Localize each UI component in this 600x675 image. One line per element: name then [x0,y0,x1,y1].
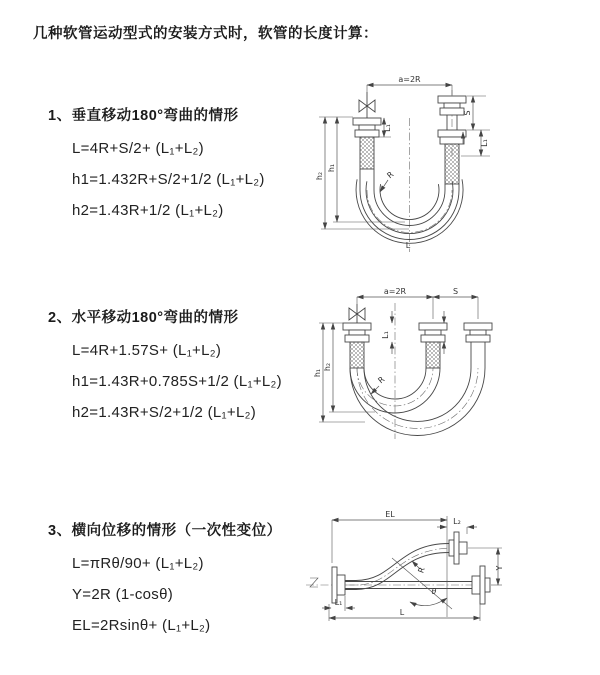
formula-line: h1=1.43R+0.785S+1/2 (L₁+L₂) [72,373,282,390]
label-theta: θ [431,587,437,596]
label-radius: R [416,565,427,575]
label-el: EL [385,510,395,519]
label-a2r: a=2R [383,287,407,296]
left-fitting [353,118,381,190]
formula-line: EL=2Rsinθ+ (L₁+L₂) [72,617,211,634]
section-lateral-displacement [48,519,282,648]
hose-drawing [343,304,492,436]
label-h2: h₂ [315,171,324,181]
formula-line: h2=1.43R+1/2 (L₁+L₂) [72,202,224,219]
label-s: S [452,287,459,296]
section-vertical-movement [48,104,265,233]
label-h2: h₂ [323,362,332,372]
valve-icon [359,92,375,118]
formula-line: L=4R+S/2+ (L₁+L₂) [72,140,204,157]
label-s: S [463,110,472,116]
formula-line: h1=1.432R+S/2+1/2 (L₁+L₂) [72,171,265,188]
middle-fitting [419,323,447,368]
moved-flange [449,532,467,564]
section-heading: 1、垂直移动180°弯曲的情形 [48,108,239,124]
original-right-flange [472,566,490,604]
label-length: L [399,608,405,617]
formula-line: L=πRθ/90+ (L₁+L₂) [72,555,204,572]
label-a2r: a=2R [398,75,421,84]
label-l1: L₁ [381,331,390,339]
diagram-vertical-180-bend [305,66,595,266]
label-h1: h₁ [327,163,336,173]
section-horizontal-movement [48,306,282,435]
diagram-horizontal-180-bend [308,281,600,473]
u-bend-arcs [350,368,485,436]
right-fitting-moved [464,323,492,368]
centerlines [357,303,478,439]
diagram-lateral-displacement [298,503,600,648]
label-l1-left: L₁ [383,124,392,132]
bend-axis-line [392,558,452,609]
label-radius: R [385,169,396,181]
dimension-lines [322,510,504,621]
formula-line: L=4R+1.57S+ (L₁+L₂) [72,342,222,359]
label-length: L [405,241,411,250]
right-fitting-two-positions [438,96,466,190]
left-fitting [343,323,371,368]
label-y: Y [495,565,504,571]
label-l1-right: L₁ [480,139,489,147]
label-radius: R [376,374,387,386]
formula-line: h2=1.43R+S/2+1/2 (L₁+L₂) [72,404,257,421]
centerline-symbol [310,578,318,587]
section-heading: 2、水平移动180°弯曲的情形 [48,310,239,326]
hose-bottom-wall [345,553,449,590]
formula-line: Y=2R (1-cosθ) [72,586,174,603]
centerlines [367,90,452,252]
label-l1: L₁ [334,598,343,607]
section-heading: 3、横向位移的情形（一次性变位） [48,523,282,539]
label-l2: L₂ [453,517,461,526]
page-title: 几种软管运动型式的安装方式时，软管的长度计算： [33,26,378,42]
dimension-lines [313,287,478,422]
label-h1: h₁ [313,368,322,378]
valve-icon [349,304,365,323]
